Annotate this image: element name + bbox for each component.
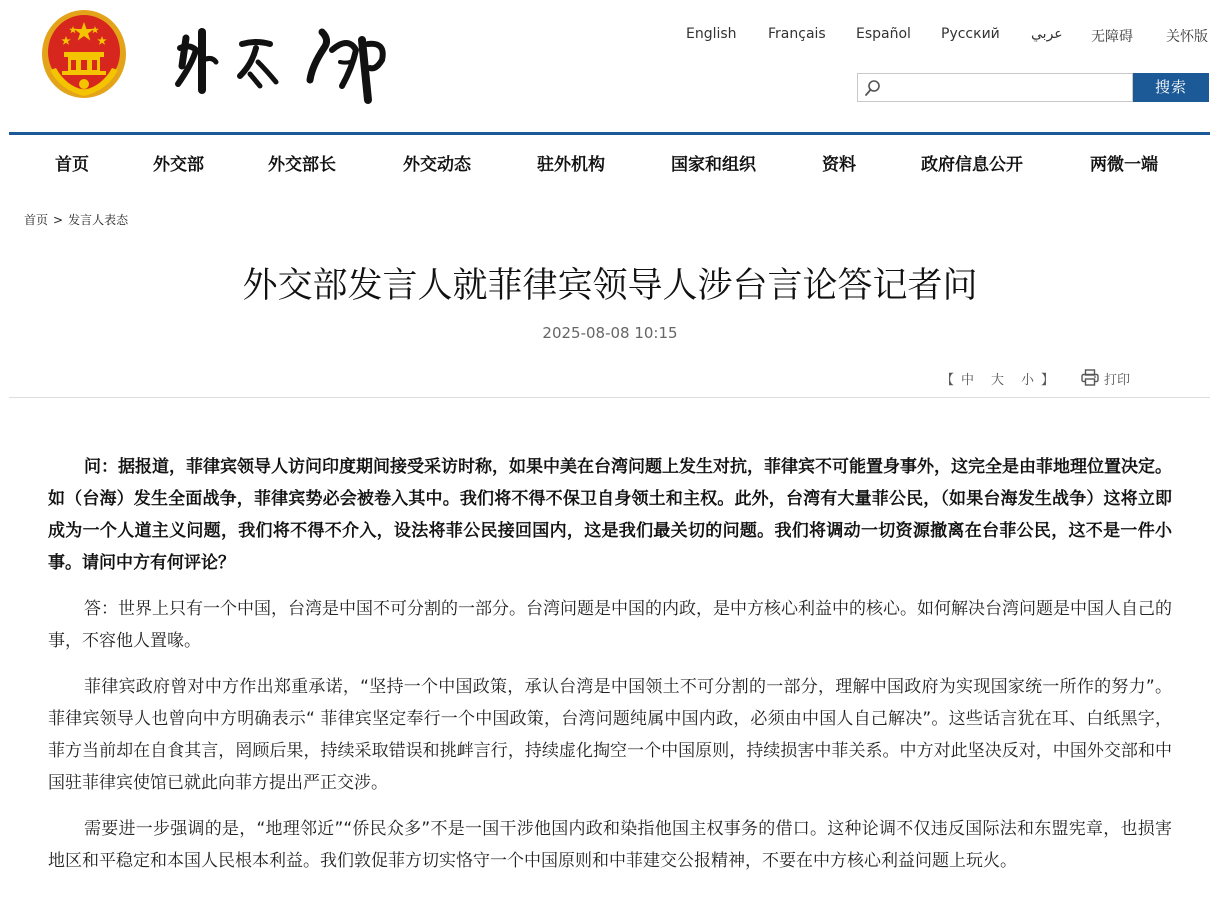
- nav-item-diplomatic-news[interactable]: 外交动态: [403, 155, 471, 175]
- printer-icon: [1081, 369, 1099, 386]
- nav-item-ministry[interactable]: 外交部: [153, 155, 204, 175]
- language-bar: [0, 26, 1220, 46]
- nav-item-gov-info[interactable]: 政府信息公开: [921, 155, 1023, 175]
- breadcrumb: [24, 211, 128, 228]
- nav-item-missions-abroad[interactable]: 驻外机构: [537, 155, 605, 175]
- font-size-bracket-open: 【: [941, 373, 955, 388]
- font-size-small-button[interactable]: 小: [1021, 373, 1035, 388]
- lang-russian-link[interactable]: Русский: [941, 26, 1000, 42]
- answer-paragraph: 答：世界上只有一个中国，台湾是中国不可分割的一部分。台湾问题是中国的内政，是中方核心利益中的核心。如何解决台湾问题是中国人自己的事，不容他人置喙。: [48, 599, 1172, 651]
- content-divider: [9, 397, 1210, 398]
- breadcrumb-current-link[interactable]: 发言人表态: [68, 213, 129, 227]
- breadcrumb-separator: >: [53, 213, 64, 227]
- article-title: 外交部发言人就菲律宾领导人涉台言论答记者问: [242, 266, 978, 306]
- site-header: [0, 0, 1220, 132]
- font-size-large-button[interactable]: 中: [961, 373, 975, 388]
- search-button[interactable]: 搜索: [1133, 73, 1209, 102]
- lang-arabic-link[interactable]: عربي: [1031, 26, 1063, 42]
- nav-item-social[interactable]: 两微一端: [1090, 155, 1158, 175]
- national-emblem-logo[interactable]: [40, 8, 128, 100]
- lang-french-link[interactable]: Français: [768, 26, 826, 42]
- article-tools: [0, 369, 1220, 389]
- answer-paragraph: 菲律宾政府曾对中方作出郑重承诺，“坚持一个中国政策，承认台湾是中国领土不可分割的一部分，理解中国政府为实现国家统一所作的努力”。菲律宾领导人也曾向中方明确表示“ 菲律宾坚定奉行一个中国政策，台湾问题纯属中国内政，必须由中国人自己解决”。这些话言犹在耳、白纸黑字，菲方当前却在自食其言，罔顾后果，持续采取错误和挑衅言行，持续虚化掏空一个中国原则，持续损害中菲关系。中方对此坚决反对，中国外交部和中国驻菲律宾使馆已就此向菲方提出严正交涉。: [48, 677, 1172, 793]
- lang-spanish-link[interactable]: Español: [856, 26, 911, 42]
- nav-item-countries-orgs[interactable]: 国家和组织: [671, 155, 756, 175]
- answer-paragraph: 需要进一步强调的是，“地理邻近”“侨民众多”不是一国干涉他国内政和染指他国主权事务的借口。这种论调不仅违反国际法和东盟宪章，也损害地区和平稳定和本国人民根本利益。我们敦促菲方切实恪守一个中国原则和中菲建交公报精神，不要在中方核心利益问题上玩火。: [48, 819, 1172, 871]
- nav-item-home[interactable]: 首页: [55, 155, 89, 175]
- font-size-bracket-close: 】: [1041, 373, 1055, 388]
- nav-item-resources[interactable]: 资料: [822, 155, 856, 175]
- print-label: 打印: [1104, 373, 1131, 388]
- font-size-medium-button[interactable]: 大: [991, 373, 1005, 388]
- main-nav: [0, 135, 1220, 187]
- search-box: [857, 73, 1133, 102]
- article-body: [48, 451, 1172, 891]
- search-icon: [864, 79, 882, 97]
- accessibility-link[interactable]: 无障碍: [1091, 29, 1133, 45]
- question-paragraph: 问：据报道，菲律宾领导人访问印度期间接受采访时称，如果中美在台湾问题上发生对抗，菲律宾不可能置身事外，这完全是由菲地理位置决定。如（台海）发生全面战争，菲律宾势必会被卷入其中。我们将不得不保卫自身领土和主权。此外，台湾有大量菲公民，（如果台海发生战争）这将立即成为一个人道主义问题，我们将不得不介入，设法将菲公民接回国内，这是我们最关切的问题。我们将调动一切资源撤离在台菲公民，这不是一件小事。请问中方有何评论？: [48, 457, 1172, 573]
- search-input[interactable]: [888, 77, 1128, 100]
- article-date: 2025-08-08 10:15: [542, 324, 678, 342]
- nav-item-minister[interactable]: 外交部长: [268, 155, 336, 175]
- breadcrumb-home-link[interactable]: 首页: [24, 213, 49, 227]
- care-mode-link[interactable]: 关怀版: [1166, 29, 1208, 45]
- lang-english-link[interactable]: English: [686, 26, 737, 42]
